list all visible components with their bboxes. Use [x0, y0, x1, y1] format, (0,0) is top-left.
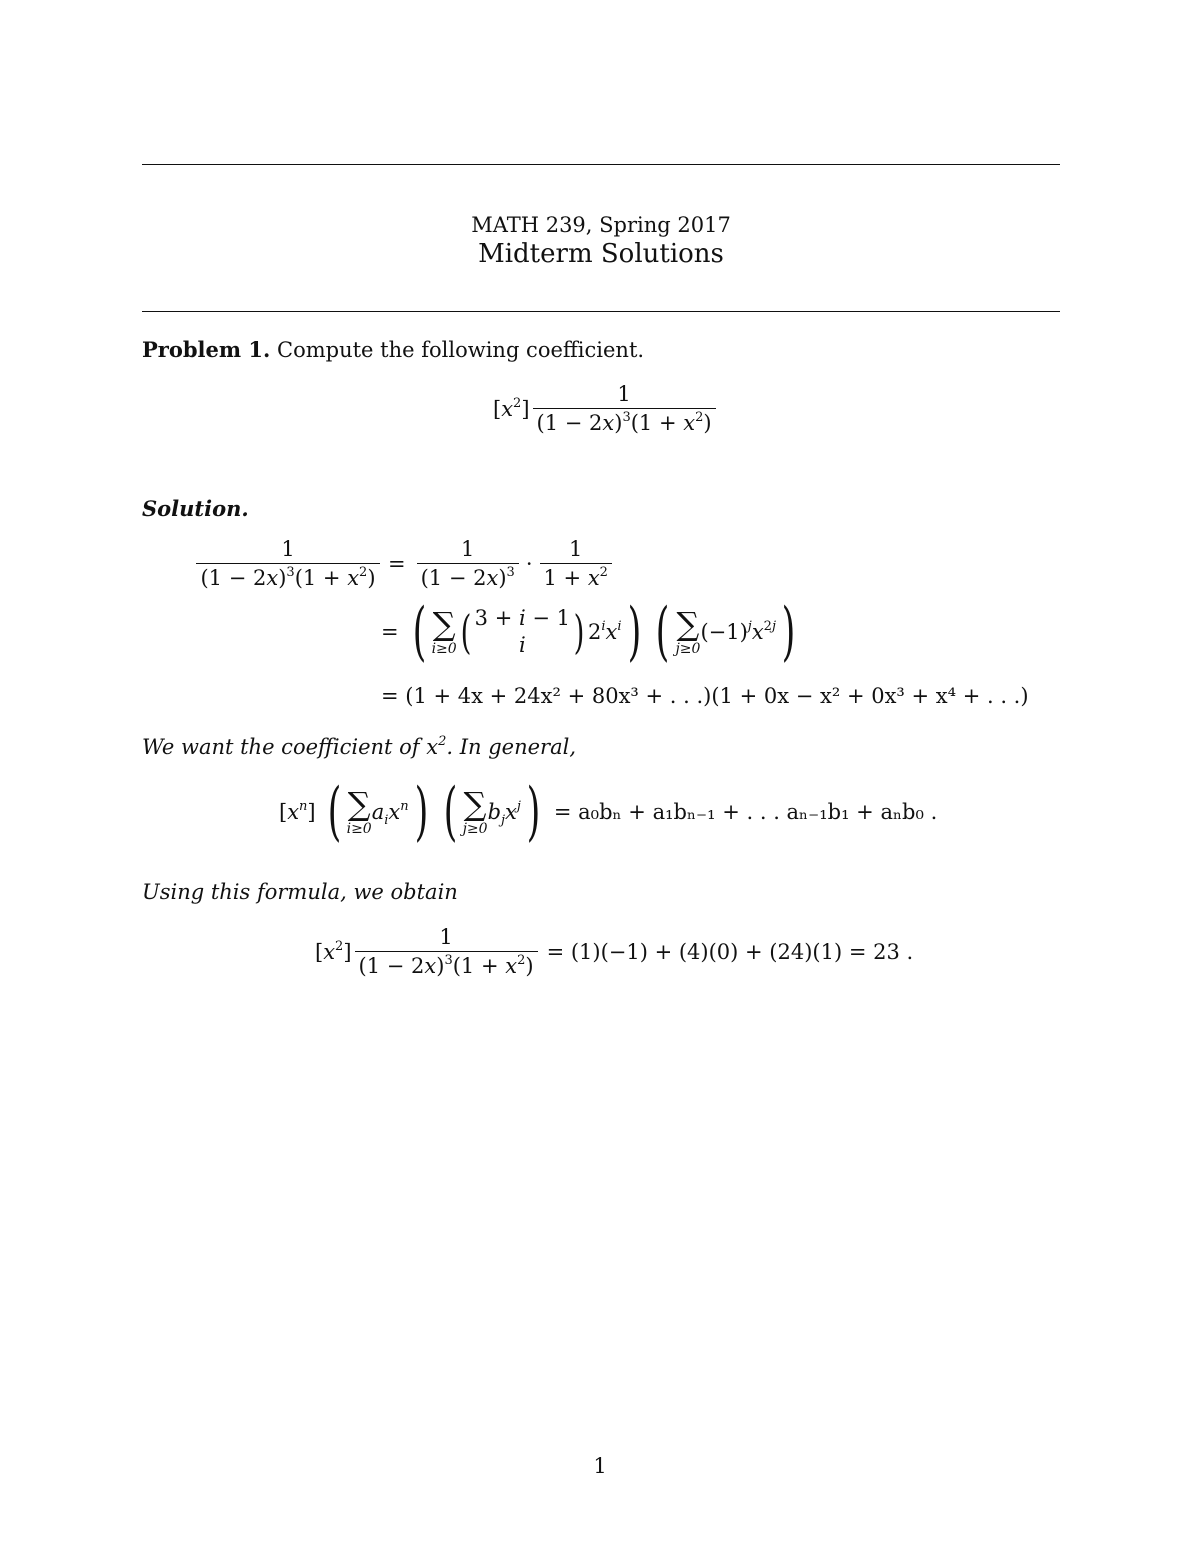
- bottom-rule: [142, 311, 1060, 312]
- problem-label: Problem 1.: [142, 337, 271, 362]
- problem-statement: [142, 337, 644, 362]
- general-formula-rhs: = a₀bₙ + a₁bₙ₋₁ + . . . aₙ₋₁b₁ + aₙb₀ .: [553, 800, 938, 824]
- final-rhs: = (1)(−1) + (4)(0) + (24)(1) = 23 .: [546, 939, 914, 964]
- top-rule: [142, 164, 1060, 165]
- text-want-coefficient: We want the coefficient of $x^2$. In general,: [142, 734, 577, 759]
- course-line: MATH 239, Spring 2017: [471, 213, 731, 237]
- general-formula: $[x^n]$ ( ∑ i≥0 $a_ix^n$ ) ( ∑ j≥0 $b_jx^j$ ) = a₀bₙ + a₁bₙ₋₁ + . . . aₙ₋₁b₁ + aₙb₀ .: [279, 775, 938, 849]
- solution-eq-line-2: = ( ∑ i≥0 ( 3 + i − 1 i ) $2^ix^i$ ) ( ∑ j≥0 $(-1)^jx^{2j}$ ): [381, 595, 796, 669]
- header: [142, 213, 1060, 269]
- document-title: Midterm Solutions: [478, 239, 724, 269]
- text-using-formula: Using this formula, we obtain: [142, 880, 458, 904]
- solution-eq-line-1: $\frac{1}{(1 - 2x)^3(1 + x^2)}$ = $\frac{1}{(1 - 2x)^3}$ · $\frac{1}{1 + x^2}$: [196, 537, 615, 590]
- final-result: $[x^2]$ $\frac{1}{(1 - 2x)^3(1 + x^2)}$ = (1)(−1) + (4)(0) + (24)(1) = 23 .: [315, 925, 914, 978]
- problem-text: Compute the following coefficient.: [277, 338, 645, 362]
- solution-eq-line-3: = (1 + 4x + 24x² + 80x³ + . . .)(1 + 0x − x² + 0x³ + x⁴ + . . .): [381, 684, 1029, 708]
- problem-formula: $[x^2]$ $\frac{1}{(1 - 2x)^3(1 + x^2)}$: [493, 382, 719, 435]
- solution-label: Solution.: [142, 496, 249, 521]
- page-number: 1: [593, 1454, 607, 1478]
